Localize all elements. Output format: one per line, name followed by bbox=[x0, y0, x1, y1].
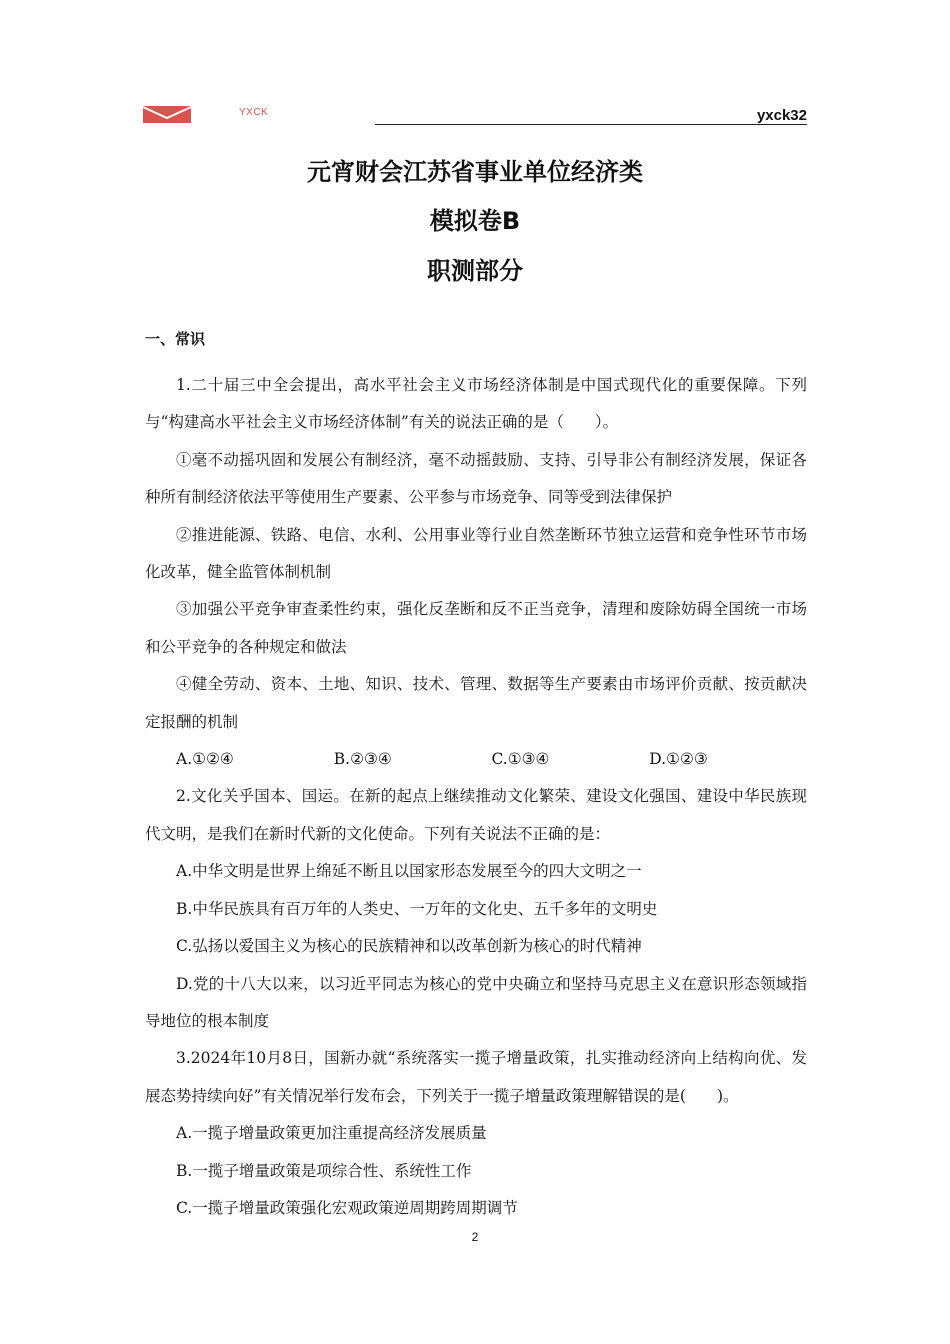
q2-stem: 2.文化关乎国本、国运。在新的起点上继续推动文化繁荣、建设文化强国、建设中华民族现代文明，是我们在新时代新的文化使命。下列有关说法不正确的是： bbox=[145, 787, 807, 843]
document-subtitle: 模拟卷B bbox=[429, 207, 521, 235]
header-rule bbox=[375, 124, 807, 125]
q2-option-d: D.党的十八大以来，以习近平同志为核心的党中央确立和坚持马克思主义在意识形态领域指导地位的根本制度 bbox=[145, 974, 807, 1030]
q3-option-c: C.一揽子增量政策强化宏观政策逆周期跨周期调节 bbox=[176, 1198, 518, 1217]
q1-options bbox=[145, 741, 807, 778]
q2-option-c: C.弘扬以爱国主义为核心的民族精神和以改革创新为核心的时代精神 bbox=[176, 937, 642, 956]
page-number: 2 bbox=[471, 1230, 479, 1244]
q1-option-c: C.①③④ bbox=[491, 750, 550, 769]
logo-text: YXCK bbox=[239, 107, 269, 118]
question-body bbox=[145, 367, 807, 1227]
header-code: yxck32 bbox=[756, 107, 807, 124]
q1-item-2: ②推进能源、铁路、电信、水利、公用事业等行业自然垄断环节独立运营和竞争性环节市场化改革，健全监管体制机制 bbox=[145, 525, 807, 582]
q1-option-d: D.①②③ bbox=[649, 750, 708, 769]
q2-option-a: A.中华文明是世界上绵延不断且以国家形态发展至今的四大文明之一 bbox=[176, 862, 642, 881]
q1-item-4: ④健全劳动、资本、土地、知识、技术、管理、数据等生产要素由市场评价贡献、按贡献决定报酬的机制 bbox=[145, 675, 807, 731]
q1-option-b: B.②③④ bbox=[333, 750, 392, 769]
q2-option-b: B.中华民族具有百万年的人类史、一万年的文化史、五千多年的文明史 bbox=[176, 899, 658, 918]
document-section-title: 职测部分 bbox=[427, 257, 523, 285]
q3-option-a: A.一揽子增量政策更加注重提高经济发展质量 bbox=[176, 1124, 487, 1143]
q1-option-a: A.①②④ bbox=[176, 750, 234, 769]
document-title: 元宵财会江苏省事业单位经济类 bbox=[307, 158, 643, 186]
section-heading: 一、常识 bbox=[145, 330, 206, 348]
q3-stem: 3.2024年10月8日，国新办就“系统落实一揽子增量政策，扎实推动经济向上结构向优、发展态势持续向好”有关情况举行发布会，下列关于一揽子增量政策理解错误的是( )。 bbox=[145, 1049, 807, 1105]
q3-option-b: B.一揽子增量政策是项综合性、系统性工作 bbox=[176, 1161, 472, 1180]
logo-envelope-icon bbox=[143, 106, 191, 123]
q1-item-1: ①毫不动摇巩固和发展公有制经济，毫不动摇鼓励、支持、引导非公有制经济发展，保证各种所有制经济依法平等使用生产要素、公平参与市场竞争、同等受到法律保护 bbox=[145, 450, 807, 507]
q1-item-3: ③加强公平竞争审查柔性约束，强化反垄断和反不正当竞争，清理和废除妨碍全国统一市场和公平竞争的各种规定和做法 bbox=[145, 600, 807, 656]
q1-stem: 1.二十届三中全会提出，高水平社会主义市场经济体制是中国式现代化的重要保障。下列与“构建高水平社会主义市场经济体制”有关的说法正确的是（ ）。 bbox=[145, 376, 807, 432]
